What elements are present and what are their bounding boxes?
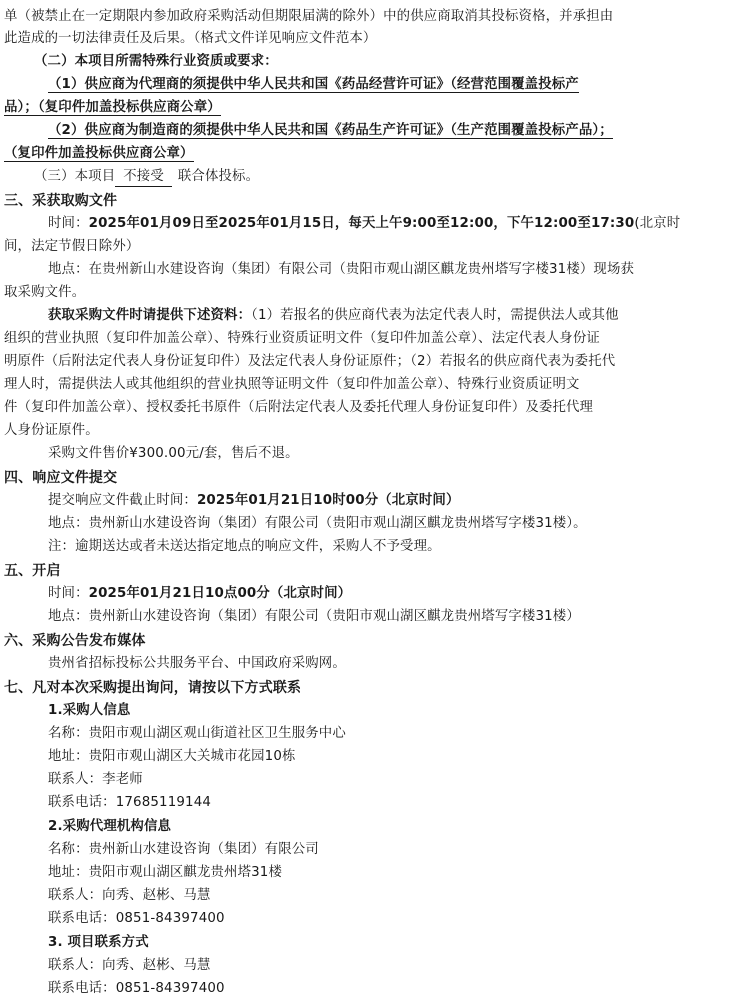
contact-line (48, 769, 143, 791)
paragraph-line (48, 513, 587, 535)
section-heading (4, 630, 146, 652)
section-heading (4, 677, 301, 699)
text: 1.采购人信息 (48, 703, 131, 718)
text: 此造成的一切法律责任及后果。（格式文件详见响应文件范本） (4, 31, 377, 46)
text: （三）本项目 (34, 169, 116, 184)
text: 注：逾期送达或者未送达指定地点的响应文件，采购人不予受理。 (48, 539, 441, 554)
paragraph-line (48, 74, 579, 96)
text: 地址：贵阳市观山湖区大关城市花园10栋 (48, 749, 296, 764)
paragraph-line (4, 236, 139, 258)
text: 联系人：李老师 (48, 772, 143, 787)
paragraph-line (4, 97, 221, 119)
paragraph-line (48, 583, 351, 605)
subsection-heading (48, 700, 130, 722)
subsection-heading (48, 816, 171, 838)
text: 采购文件售价¥300.00元/套，售后不退。 (48, 446, 299, 461)
text: 联系电话：17685119144 (48, 795, 212, 810)
text: 联系电话：0851-84397400 (48, 981, 225, 996)
text: （二）本项目所需特殊行业资质或要求： (34, 54, 278, 69)
section-heading (4, 560, 61, 582)
text: 名称：贵州新山水建设咨询（集团）有限公司 (48, 842, 319, 857)
text: （2）供应商为制造商的须提供中华人民共和国《药品生产许可证》（生产范围覆盖投标产品）； (48, 123, 613, 138)
text: 联系电话：0851-84397400 (48, 911, 225, 926)
contact-line (48, 908, 225, 930)
text: 3. 项目联系方式 (48, 935, 149, 950)
contact-line (48, 723, 346, 745)
paragraph-line (4, 143, 194, 165)
text: 间，法定节假日除外） (4, 239, 140, 254)
paragraph-line (48, 443, 299, 465)
text: 名称：贵阳市观山湖区观山街道社区卫生服务中心 (48, 726, 346, 741)
text: 贵州省招标投标公共服务平台、中国政府采购网。 (48, 656, 346, 671)
text: 四、响应文件提交 (4, 470, 118, 486)
paragraph-line (34, 166, 259, 188)
text: 六、采购公告发布媒体 (4, 633, 146, 649)
contact-line (48, 955, 211, 977)
filled-blank: 不接受 (115, 168, 172, 187)
subsection-heading (34, 51, 278, 73)
paragraph-line (48, 653, 346, 675)
paragraph-line (48, 213, 680, 235)
text: 2.采购代理机构信息 (48, 819, 172, 834)
section-heading (4, 467, 117, 489)
paragraph-line (48, 490, 460, 512)
text: 五、开启 (4, 563, 61, 579)
text: 品）；（复印件加盖投标供应商公章） (4, 100, 221, 115)
text: 时间： (48, 216, 89, 231)
paragraph-line (4, 328, 600, 350)
contact-line (48, 746, 296, 768)
text: 地址：贵阳市观山湖区麒龙贵州塔31楼 (48, 865, 282, 880)
contact-line (48, 885, 211, 907)
section-heading (4, 190, 117, 212)
contact-line (48, 978, 225, 1000)
paragraph-line (4, 351, 615, 373)
paragraph-line (4, 420, 99, 442)
paragraph-line (48, 606, 580, 628)
text: 单（被禁止在一定期限内参加政府采购活动但期限届满的除外）中的供应商取消其投标资格，并承担由 (4, 9, 614, 24)
text: 联系人：向秀、赵彬、马慧 (48, 958, 211, 973)
text: 件（复印件加盖公章）、授权委托书原件（后附法定代表人及委托代理人身份证复印件）及委托代理 (4, 400, 594, 415)
text: 地点：贵州新山水建设咨询（集团）有限公司（贵阳市观山湖区麒龙贵州塔写字楼31楼）。 (48, 516, 587, 531)
text: 地点：在贵州新山水建设咨询（集团）有限公司（贵阳市观山湖区麒龙贵州塔写字楼31楼）现场获 (48, 262, 635, 277)
text: 2025年01月09日至2025年01月15日，每天上午9:00至12:00，下午12:00至17:30 (88, 216, 635, 231)
text: （复印件加盖投标供应商公章） (4, 146, 194, 161)
text: 2025年01月21日10点00分（北京时间） (88, 586, 352, 601)
text: （1）供应商为代理商的须提供中华人民共和国《药品经营许可证》（经营范围覆盖投标产 (48, 77, 579, 92)
paragraph-line (4, 374, 580, 396)
text: (北京时 (634, 216, 681, 231)
paragraph-line (4, 397, 593, 419)
paragraph-line (4, 6, 613, 28)
text: 三、采获取购文件 (4, 193, 118, 209)
text: （1）若报名的供应商代表为法定代表人时，需提供法人或其他 (251, 308, 619, 323)
text: 获取采购文件时请提供下述资料： (48, 308, 252, 323)
text: 联系人：向秀、赵彬、马慧 (48, 888, 211, 903)
text: 2025年01月21日10时00分（北京时间） (196, 493, 460, 508)
text: 理人时，需提供法人或其他组织的营业执照等证明文件（复印件加盖公章）、特殊行业资质证明文 (4, 377, 580, 392)
paragraph-line (48, 536, 441, 558)
text: 组织的营业执照（复印件加盖公章）、特殊行业资质证明文件（复印件加盖公章）、法定代表人身份证 (4, 331, 600, 346)
text: 人身份证原件。 (4, 423, 99, 438)
contact-line (48, 839, 319, 861)
subsection-heading (48, 932, 149, 954)
paragraph-line (48, 120, 613, 142)
paragraph-line (4, 282, 85, 304)
contact-line (48, 792, 211, 814)
text: 时间： (48, 586, 89, 601)
text: 七、凡对本次采购提出询问，请按以下方式联系 (4, 680, 302, 696)
paragraph-line (48, 259, 634, 281)
text: 联合体投标。 (177, 169, 260, 184)
text: 取采购文件。 (4, 285, 86, 300)
contact-line (48, 862, 282, 884)
text: 明原件（后附法定代表人身份证复印件）及法定代表人身份证原件；（2）若报名的供应商代表为委托代 (4, 354, 616, 369)
text: 地点：贵州新山水建设咨询（集团）有限公司（贵阳市观山湖区麒龙贵州塔写字楼31楼） (48, 609, 580, 624)
text: 提交响应文件截止时间： (48, 493, 197, 508)
paragraph-line (4, 28, 376, 50)
paragraph-line (48, 305, 619, 327)
